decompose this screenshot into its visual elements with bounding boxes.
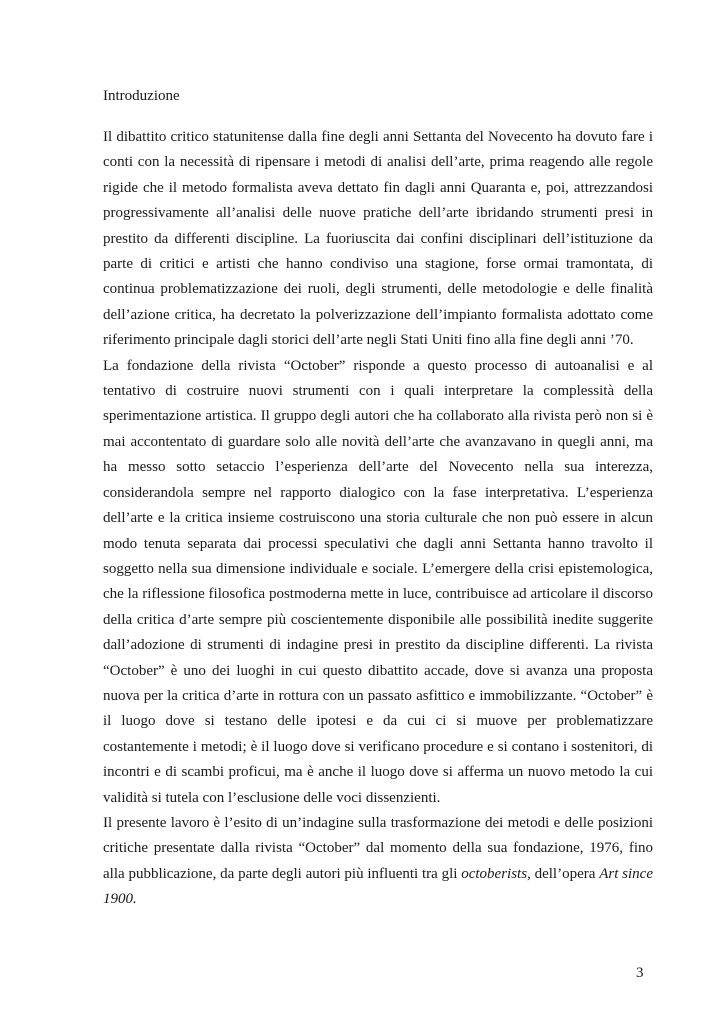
body-text	[103, 125, 653, 913]
paragraph	[103, 811, 653, 913]
page-number: 3	[636, 965, 644, 981]
paragraph	[103, 354, 653, 811]
section-heading: Introduzione	[103, 88, 180, 104]
paragraph-text: La fondazione della rivista “October” risponde a questo processo di autoanalisi e al tentativo di costruire nuovi strumenti con i quali interpretare la complessità della sperimentazione artistica. Il gruppo degli autori che ha collaborato alla rivista però non si è mai accontentato di guardare solo alle novità dell’arte che avanzavano in quegli anni, ma ha messo sotto setaccio l’esperienza dell’arte del Novecento nella sua interezza, considerandola sempre nel rapporto dialogico con la fase interpretativa. L’esperienza dell’arte e la critica insieme costruiscono una storia culturale che non può essere in alcun modo tenuta separata dai processi speculativi che dagli anni Settanta hanno travolto il soggetto nella sua dimensione individuale e sociale. L’emergere della crisi epistemologica, che la riflessione filosofica postmoderna mette in luce, contribuisce ad articolare il discorso della critica d’arte sempre più coscientemente disponibile alle possibilità inedite suggerite dall’adozione di strumenti di indagine presi in prestito da discipline differenti. La rivista “October” è uno dei luoghi in cui questo dibattito accade, dove si avanza una proposta nuova per la critica d’arte in rottura con un passato asfittico e immobilizzante. “October” è il luogo dove si testano delle ipotesi e da cui ci si muove per problematizzare costantemente i metodi; è il luogo dove si verificano procedure e si contano i sostenitori, di incontri e di scambi proficui, ma è anche il luogo dove si afferma un nuovo metodo la cui validità si tutela con l’esclusione delle voci dissenzienti.	[103, 357, 653, 806]
paragraph-text: Il dibattito critico statunitense dalla fine degli anni Settanta del Novecento ha dovuto fare i conti con la necessità di ripensare i metodi di analisi dell’arte, prima reagendo alle regole rigide che il metodo formalista aveva dettato fin dagli anni Quaranta e, poi, attrezzandosi progressivamente all’analisi delle nuove pratiche dell’arte ibridando strumenti presi in prestito da differenti discipline. La fuoriuscita dai confini disciplinari dell’istituzione da parte di critici e artisti che hanno condiviso una stagione, forse ormai tramontata, di continua problematizzazione dei ruoli, degli strumenti, delle metodologie e delle finalità dell’azione critica, ha decretato la polverizzazione dell’impianto formalista adottato come riferimento principale dagli storici dell’arte negli Stati Uniti fino alla fine degli anni ’70.	[103, 129, 653, 349]
document-page	[103, 84, 653, 913]
paragraph-text: Il presente lavoro è l’esito di un’indagine sulla trasformazione dei metodi e delle posizioni critiche presentate dalla rivista “October” dal momento della sua fondazione, 1976, fino alla pubblicazione, da parte degli autori più influenti tra gli	[103, 814, 653, 882]
paragraph	[103, 125, 653, 354]
italic-text: octoberists	[461, 865, 528, 882]
italic-text: Art since 1900.	[103, 865, 653, 908]
paragraph-text: , dell’opera	[527, 865, 600, 882]
